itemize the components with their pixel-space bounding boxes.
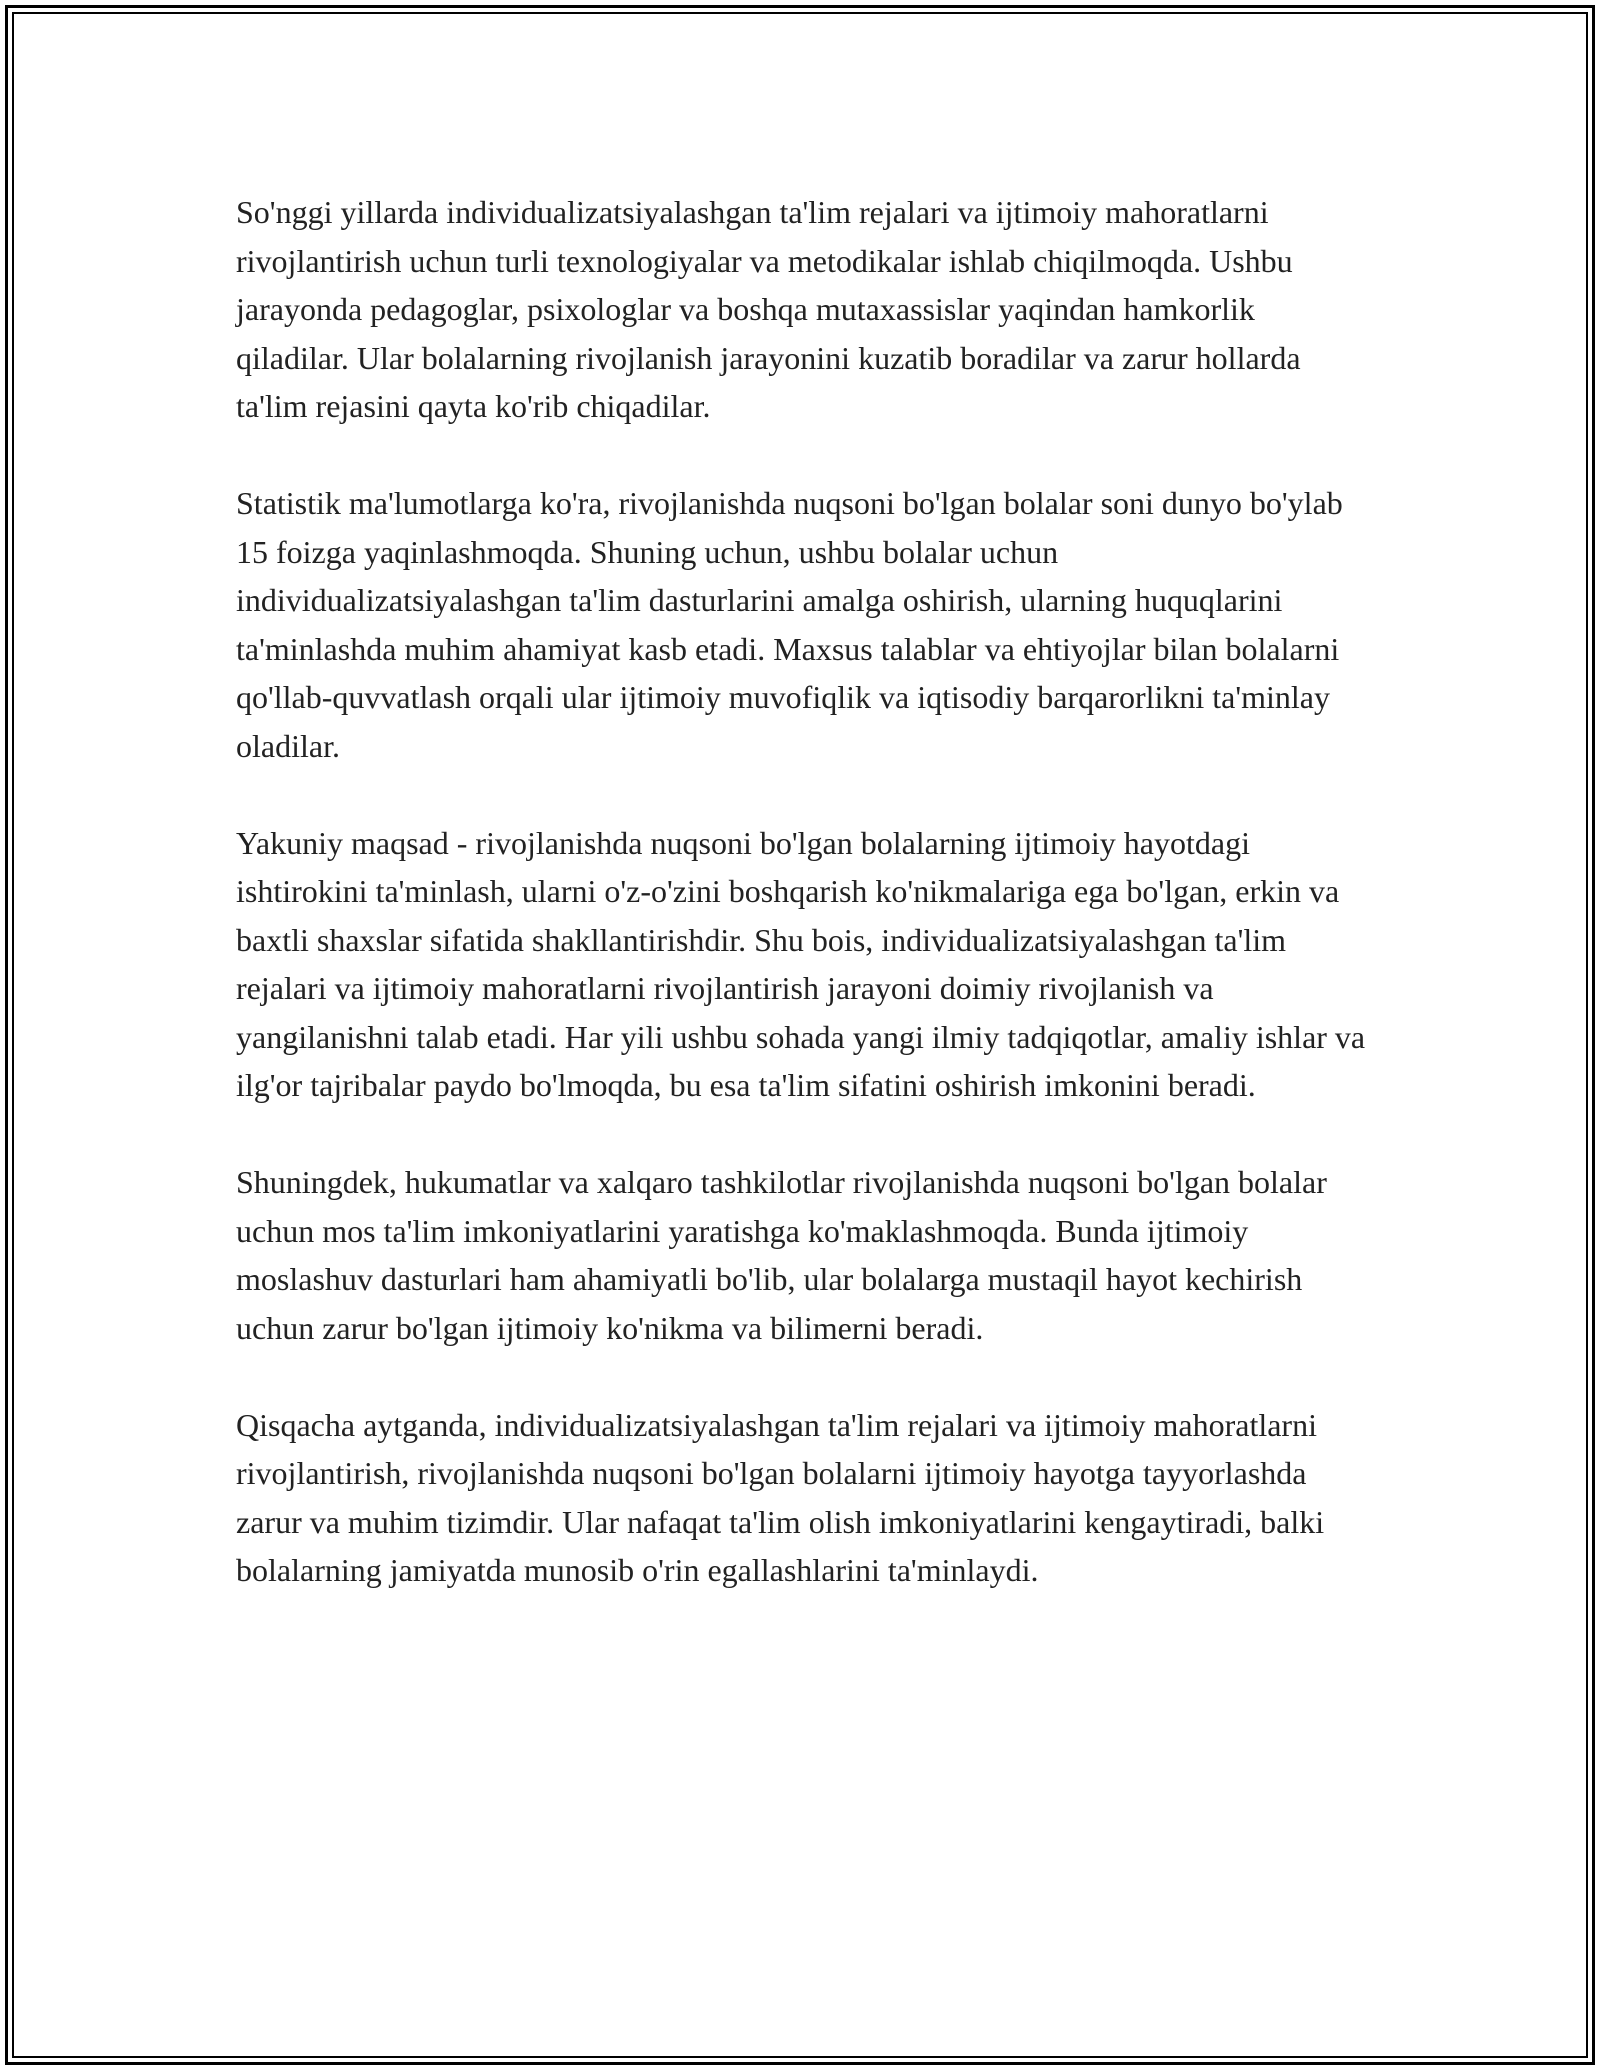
- paragraph-2: Statistik ma'lumotlarga ko'ra, rivojlanishda nuqsoni bo'lgan bolalar soni dunyo bo'ylab 15 foizga yaqinlashmoqda. Shuning uchun, ushbu bolalar uchun individualizatsiyalashgan ta'lim dasturlarini amalga oshirish, ularning huquqlarini ta'minlashda muhim ahamiyat kasb etadi. Maxsus talablar va ehtiyojlar bilan bolalarni qo'llab-quvvatlash orqali ular ijtimoiy muvofiqlik va iqtisodiy barqarorlikni ta'minlay oladilar.: [236, 485, 1343, 764]
- paragraph-1: So'nggi yillarda individualizatsiyalashgan ta'lim rejalari va ijtimoiy mahoratlarni rivojlantirish uchun turli texnologiyalar va metodikalar ishlab chiqilmoqda. Ushbu jarayonda pedagoglar, psixologlar va boshqa mutaxassislar yaqindan hamkorlik qiladilar. Ular bolalarning rivojlanish jarayonini kuzatib boradilar va zarur hollarda ta'lim rejasini qayta ko'rib chiqadilar.: [236, 194, 1301, 424]
- document-body: [236, 188, 1366, 1643]
- paragraph-4: Shuningdek, hukumatlar va xalqaro tashkilotlar rivojlanishda nuqsoni bo'lgan bolalar uchun mos ta'lim imkoniyatlarini yaratishga ko'maklashmoqda. Bunda ijtimoiy moslashuv dasturlari ham ahamiyatli bo'lib, ular bolalarga mustaqil hayot kechirish uchun zarur bo'lgan ijtimoiy ko'nikma va bilimerni beradi.: [236, 1164, 1327, 1346]
- paragraph-5: Qisqacha aytganda, individualizatsiyalashgan ta'lim rejalari va ijtimoiy mahoratlarni rivojlantirish, rivojlanishda nuqsoni bo'lgan bolalarni ijtimoiy hayotga tayyorlashda zarur va muhim tizimdir. Ular nafaqat ta'lim olish imkoniyatlarini kengaytiradi, balki bolalarning jamiyatda munosib o'rin egallashlarini ta'minlaydi.: [236, 1406, 1325, 1588]
- paragraph-3: Yakuniy maqsad - rivojlanishda nuqsoni bo'lgan bolalarning ijtimoiy hayotdagi ishtirokini ta'minlash, ularni o'z-o'zini boshqarish ko'nikmalariga ega bo'lgan, erkin va baxtli shaxslar sifatida shakllantirishdir. Shu bois, individualizatsiyalashgan ta'lim rejalari va ijtimoiy mahoratlarni rivojlantirish jarayoni doimiy rivojlanish va yangilanishni talab etadi. Har yili ushbu sohada yangi ilmiy tadqiqotlar, amaliy ishlar va ilg'or tajribalar paydo bo'lmoqda, bu esa ta'lim sifatini oshirish imkonini beradi.: [236, 824, 1366, 1103]
